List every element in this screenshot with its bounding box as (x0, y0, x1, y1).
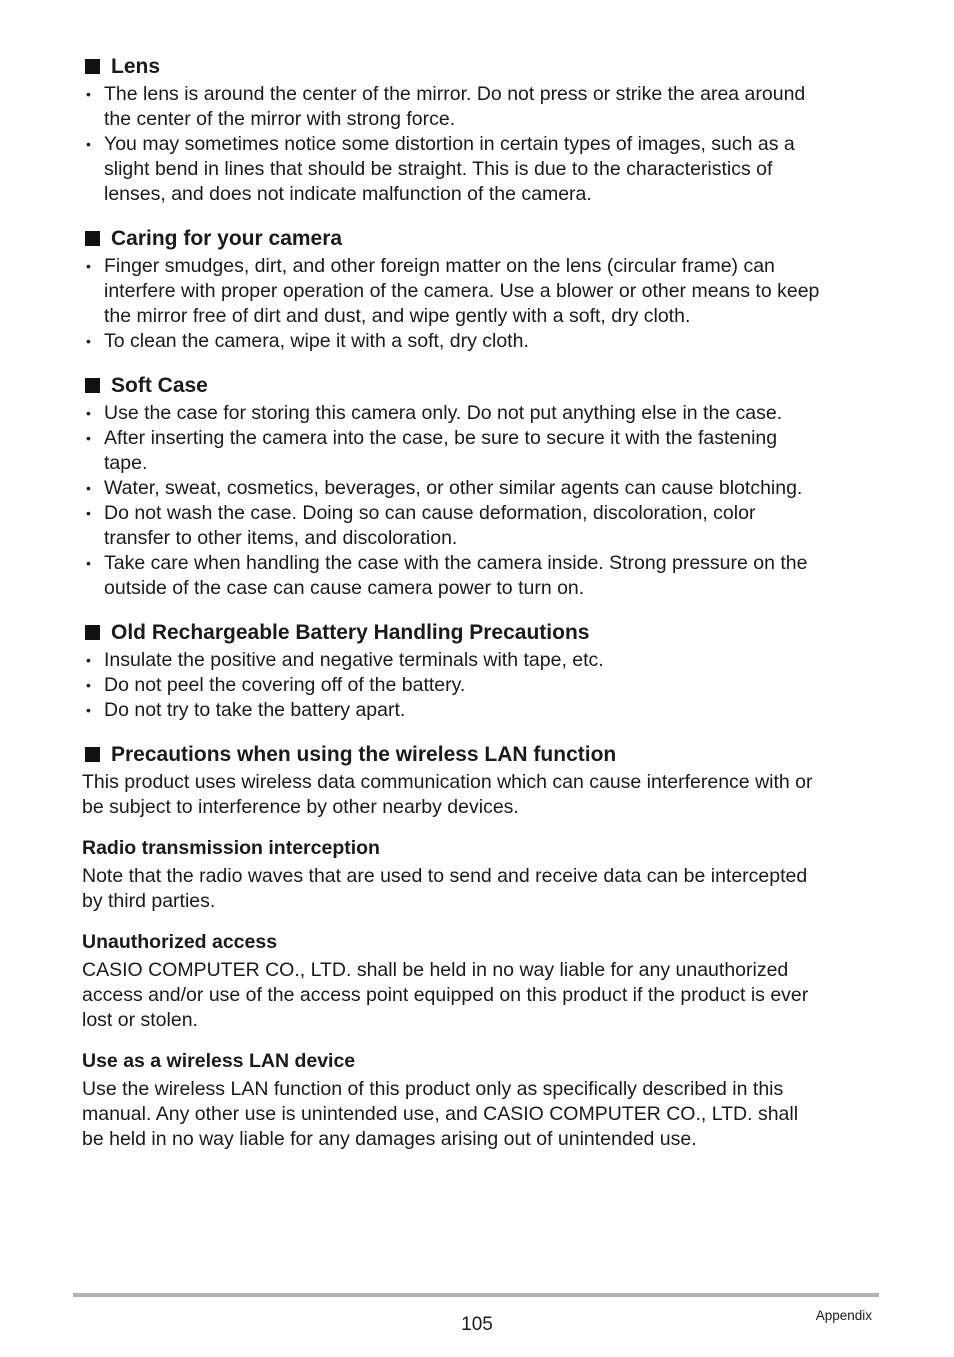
paragraph-line: be subject to interference by other nearby devices. (82, 796, 519, 818)
list-item-line: transfer to other items, and discoloration. (104, 527, 458, 549)
bullet-dot-icon: • (86, 405, 91, 421)
list-item-line: slight bend in lines that should be straight. This is due to the characteristics of (104, 158, 773, 180)
bullet-dot-icon: • (86, 86, 91, 102)
paragraph-line: be held in no way liable for any damages arising out of unintended use. (82, 1128, 697, 1150)
list-item-line: Do not try to take the battery apart. (104, 699, 406, 721)
footer-section-name: Appendix (815, 1308, 872, 1323)
subsection-body (82, 958, 882, 1033)
footer-divider (73, 1293, 879, 1297)
section-wireless-lan (82, 742, 882, 1152)
section-heading (82, 54, 882, 79)
square-bullet-icon (85, 747, 100, 762)
paragraph-line: Use the wireless LAN function of this product only as specifically described in this (82, 1078, 784, 1100)
list-item (82, 698, 882, 723)
lan-intro-paragraph (82, 770, 882, 820)
list-item-line: Water, sweat, cosmetics, beverages, or other similar agents can cause blotching. (104, 477, 803, 499)
document-page (82, 54, 882, 1168)
bullet-dot-icon: • (86, 430, 91, 446)
section-lens (82, 54, 882, 207)
paragraph-line: manual. Any other use is unintended use, and CASIO COMPUTER CO., LTD. shall (82, 1103, 799, 1125)
section-heading-text: Lens (111, 55, 161, 78)
paragraph-line: by third parties. (82, 890, 216, 912)
subsection-title: Use as a wireless LAN device (82, 1050, 356, 1072)
subsection-body (82, 864, 882, 914)
list-item (82, 82, 882, 132)
list-item (82, 551, 882, 601)
bullet-list (82, 648, 882, 723)
subsection-body (82, 1077, 882, 1152)
list-item-line: Insulate the positive and negative terminals with tape, etc. (104, 649, 604, 671)
section-caring (82, 226, 882, 354)
bullet-list (82, 82, 882, 207)
list-item-line: interfere with proper operation of the camera. Use a blower or other means to keep (104, 280, 820, 302)
list-item-line: tape. (104, 452, 148, 474)
list-item-line: Use the case for storing this camera only. Do not put anything else in the case. (104, 402, 783, 424)
list-item-line: Do not wash the case. Doing so can cause deformation, discoloration, color (104, 502, 756, 524)
square-bullet-icon (85, 59, 100, 74)
list-item-line: You may sometimes notice some distortion in certain types of images, such as a (104, 133, 795, 155)
section-heading-text: Soft Case (111, 374, 208, 397)
bullet-list (82, 401, 882, 601)
paragraph-line: access and/or use of the access point equipped on this product if the product is ever (82, 984, 809, 1006)
list-item (82, 501, 882, 551)
paragraph-line: This product uses wireless data communication which can cause interference with or (82, 771, 813, 793)
list-item (82, 401, 882, 426)
square-bullet-icon (85, 625, 100, 640)
page-number: 105 (461, 1314, 493, 1335)
section-heading (82, 742, 882, 767)
bullet-dot-icon: • (86, 702, 91, 718)
section-heading (82, 226, 882, 251)
paragraph-line: CASIO COMPUTER CO., LTD. shall be held in no way liable for any unauthorized (82, 959, 789, 981)
paragraph-line: lost or stolen. (82, 1009, 198, 1031)
list-item (82, 648, 882, 673)
paragraph-line: Note that the radio waves that are used to send and receive data can be intercepted (82, 865, 808, 887)
bullet-dot-icon: • (86, 555, 91, 571)
bullet-dot-icon: • (86, 258, 91, 274)
bullet-dot-icon: • (86, 652, 91, 668)
list-item-line: After inserting the camera into the case, be sure to secure it with the fastening (104, 427, 778, 449)
bullet-list (82, 254, 882, 354)
list-item (82, 132, 882, 207)
bullet-dot-icon: • (86, 333, 91, 349)
list-item (82, 673, 882, 698)
subsection-radio-interception (82, 836, 882, 914)
list-item-line: Take care when handling the case with the camera inside. Strong pressure on the (104, 552, 808, 574)
list-item-line: the mirror free of dirt and dust, and wipe gently with a soft, dry cloth. (104, 305, 691, 327)
list-item (82, 426, 882, 476)
list-item-line: outside of the case can cause camera power to turn on. (104, 577, 585, 599)
square-bullet-icon (85, 231, 100, 246)
section-heading-text: Precautions when using the wireless LAN function (111, 743, 617, 766)
section-soft-case (82, 373, 882, 601)
bullet-dot-icon: • (86, 505, 91, 521)
section-battery (82, 620, 882, 723)
bullet-dot-icon: • (86, 136, 91, 152)
section-heading (82, 373, 882, 398)
list-item (82, 329, 882, 354)
subsection-title: Unauthorized access (82, 931, 278, 953)
section-heading-text: Old Rechargeable Battery Handling Precautions (111, 621, 590, 644)
list-item-line: the center of the mirror with strong force. (104, 108, 456, 130)
section-heading-text: Caring for your camera (111, 227, 343, 250)
list-item-line: To clean the camera, wipe it with a soft, dry cloth. (104, 330, 529, 352)
subsection-title: Radio transmission interception (82, 837, 380, 859)
list-item-line: Do not peel the covering off of the battery. (104, 674, 466, 696)
list-item-line: Finger smudges, dirt, and other foreign matter on the lens (circular frame) can (104, 255, 775, 277)
subsection-unauthorized-access (82, 930, 882, 1033)
list-item (82, 254, 882, 329)
bullet-dot-icon: • (86, 677, 91, 693)
list-item-line: lenses, and does not indicate malfunction of the camera. (104, 183, 592, 205)
subsection-wireless-lan-device (82, 1049, 882, 1152)
bullet-dot-icon: • (86, 480, 91, 496)
list-item-line: The lens is around the center of the mirror. Do not press or strike the area around (104, 83, 806, 105)
list-item (82, 476, 882, 501)
section-heading (82, 620, 882, 645)
square-bullet-icon (85, 378, 100, 393)
